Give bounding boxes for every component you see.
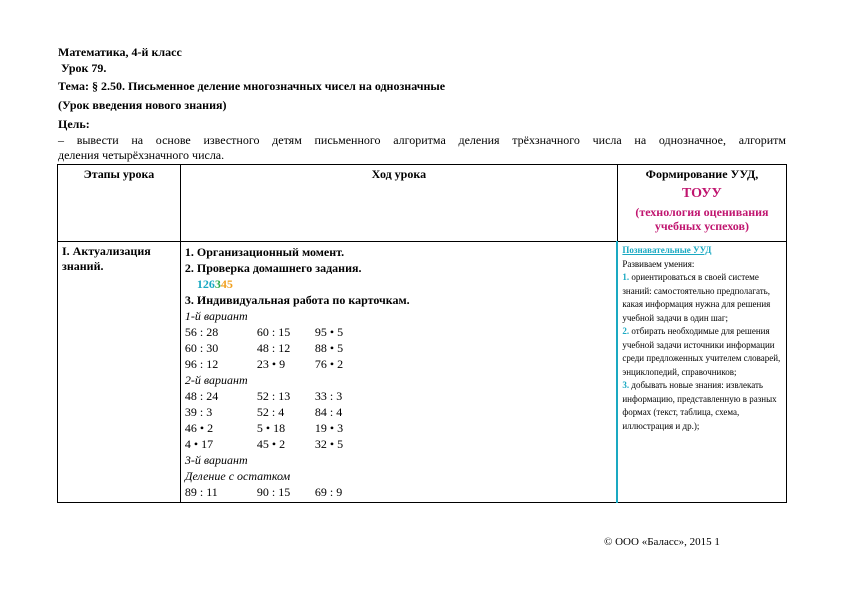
header-course: Ход урока [180, 165, 617, 242]
lesson-topic: Тема: § 2.50. Письменное деление многозначных чисел на однозначные [58, 79, 446, 93]
variant-1-rows [185, 324, 612, 372]
uud-intro: Развиваем умения: [622, 258, 695, 269]
exercise: 23 • 9 [256, 357, 286, 371]
exercise: 33 : 3 [314, 389, 343, 403]
header-uud-title: Формирование УУД, [645, 167, 759, 181]
exercise: 60 : 30 [184, 341, 219, 355]
exercise: 39 : 3 [184, 405, 213, 419]
variant-3-title: 3-й вариант [184, 453, 248, 467]
exercise: 52 : 13 [256, 389, 291, 403]
exercise: 90 : 15 [256, 485, 291, 499]
exercise: 60 : 15 [256, 325, 291, 339]
goal-label: Цель: [58, 117, 90, 131]
subject-title: Математика, 4-й класс [58, 45, 182, 59]
header-uud [617, 165, 786, 242]
exercise: 48 : 12 [256, 341, 291, 355]
step-1: 1. Организационный момент. [184, 245, 345, 259]
exercise-row [185, 388, 612, 404]
variant-1-title: 1-й вариант [184, 309, 248, 323]
goal-line-2: деления четырёхзначного числа. [58, 148, 225, 162]
goal-text [58, 133, 786, 163]
exercise: 89 : 11 [184, 485, 218, 499]
exercise: 4 • 17 [184, 437, 214, 451]
uud-title: Познавательные УУД [622, 245, 712, 255]
exercise-row [185, 324, 612, 340]
exercise-row [185, 340, 612, 356]
homework-number: 2 [202, 277, 209, 291]
course-cell [180, 242, 617, 503]
uud-item-2-number: 2. [622, 326, 630, 336]
goal-line-1: – вывести на основе известного детям письменного алгоритма деления трёхзначного числа на однозначное, алгоритм [58, 133, 786, 147]
exercise: 19 • 3 [314, 421, 344, 435]
exercise-row [185, 436, 612, 452]
homework-number: 1 [196, 277, 203, 291]
uud-item-2-text: отбирать необходимые для решения учебной задачи источники информации среди предложенных учителем словарей, энциклопедий, справочников; [622, 326, 781, 377]
exercise: 56 : 28 [184, 325, 219, 339]
exercise: 32 • 5 [314, 437, 344, 451]
uud-cell [617, 242, 786, 503]
exercise: 45 • 2 [256, 437, 286, 451]
variant-3-rows [185, 484, 612, 500]
header-tech-1: (технология оценивания [635, 205, 769, 219]
exercise: 95 • 5 [314, 325, 344, 339]
step-3: 3. Индивидуальная работа по карточкам. [184, 293, 410, 307]
lesson-type: (Урок введения нового знания) [58, 98, 227, 112]
exercise: 69 : 9 [314, 485, 343, 499]
exercise: 48 : 24 [184, 389, 219, 403]
exercise-row [185, 356, 612, 372]
header-toyu: ТОУУ [682, 186, 722, 201]
variant-2-title: 2-й вариант [184, 373, 248, 387]
exercise: 76 • 2 [314, 357, 344, 371]
homework-number: 4 [220, 277, 227, 291]
uud-item-1-text: ориентироваться в своей системе знаний: самостоятельно предполагать, какая информация нужна для решения учебной задачи в один шаг; [622, 272, 771, 323]
variant-2-rows [185, 388, 612, 452]
step-2: 2. Проверка домашнего задания. [184, 261, 362, 275]
exercise: 5 • 18 [256, 421, 286, 435]
table-row [58, 242, 787, 503]
exercise: 88 • 5 [314, 341, 344, 355]
uud-item-3-number: 3. [622, 380, 630, 390]
exercise: 52 : 4 [256, 405, 285, 419]
exercise: 46 • 2 [184, 421, 214, 435]
exercise-row [185, 484, 612, 500]
exercise-row [185, 420, 612, 436]
uud-item-3-text: добывать новые знания: извлекать информацию, представленную в разных формах (текст, таблица, схема, иллюстрация и др.); [622, 380, 777, 431]
homework-numbers [185, 276, 612, 292]
lesson-plan-table [57, 164, 787, 503]
stage-cell: I. Актуализация знаний. [58, 242, 181, 503]
lesson-number: Урок 79. [61, 61, 107, 75]
copyright-footer: © ООО «Баласс», 2015 1 [604, 536, 720, 548]
homework-number: 3 [214, 277, 221, 291]
exercise: 84 : 4 [314, 405, 343, 419]
homework-number: 6 [208, 277, 215, 291]
homework-number: 5 [226, 277, 233, 291]
exercise-row [185, 404, 612, 420]
variant-3-subtitle: Деление с остатком [184, 469, 291, 483]
header-tech-2: учебных успехов) [654, 219, 749, 233]
uud-item-1-number: 1. [622, 272, 630, 282]
exercise: 96 : 12 [184, 357, 219, 371]
table-header-row [58, 165, 787, 242]
header-stages: Этапы урока [58, 165, 181, 242]
